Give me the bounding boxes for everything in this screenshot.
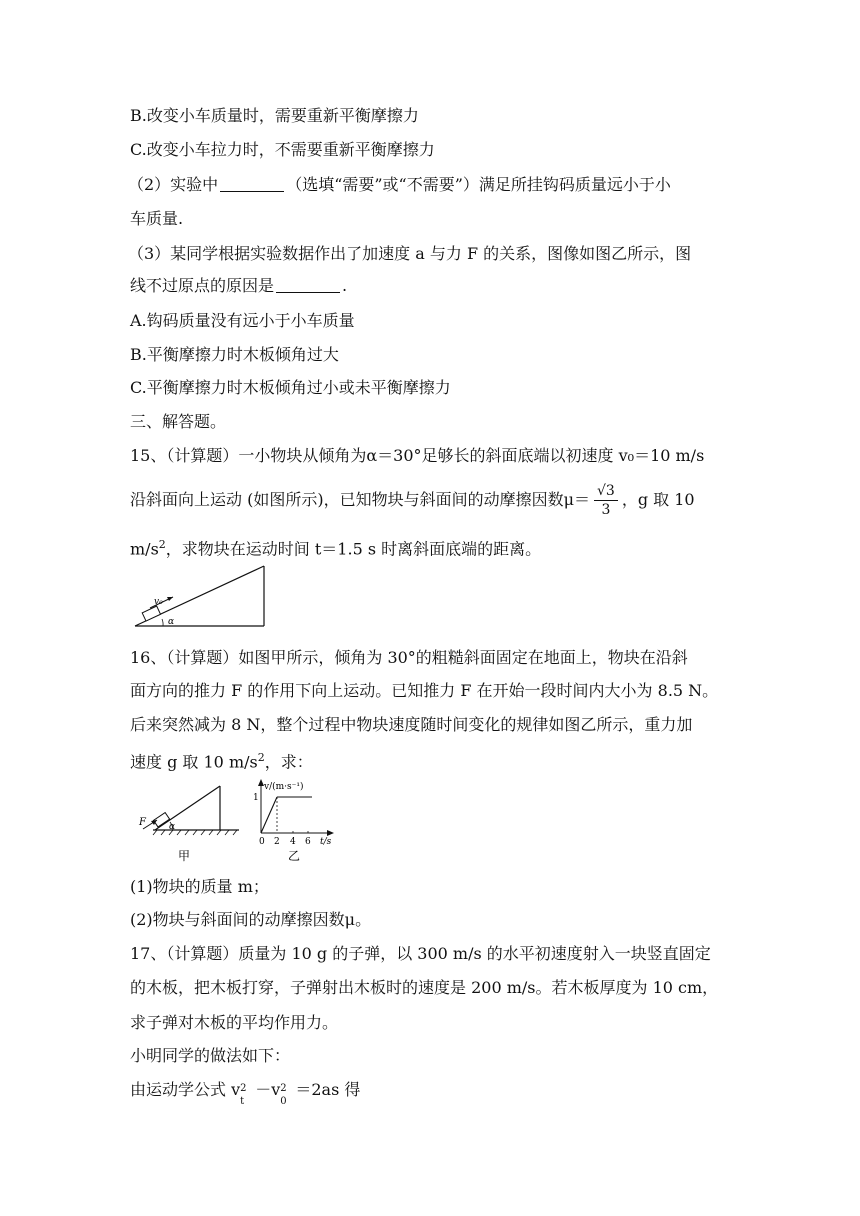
q16-line4-a: 速度 g 取 10 m/s: [130, 752, 258, 772]
q17-formula: [130, 1080, 361, 1107]
q15-line2-a: 沿斜面向上运动 (如图所示)，已知物块与斜面间的动摩擦因数μ＝: [130, 490, 590, 509]
q15-line2-b: ，g 取 10: [621, 490, 695, 509]
q15-line2: [130, 478, 695, 522]
q15-line1: 15、（计算题）一小物块从倾角为α＝30°足够长的斜面底端以初速度 v₀＝10 m/s: [130, 446, 705, 465]
x-tick-label-0: 0: [259, 837, 265, 847]
q17-line1: 17、（计算题）质量为 10 g 的子弹，以 300 m/s 的水平初速度射入一块竖直固定: [130, 944, 711, 963]
y-tick-label: 1: [253, 793, 259, 803]
formula-mid: －v: [250, 1080, 281, 1099]
x-tick-label-4: 4: [290, 837, 296, 847]
q15-line3-b: ，求物块在运动时间 t＝1.5 s 时离斜面底端的距离。: [165, 539, 542, 559]
x-axis-label: t/s: [320, 837, 332, 847]
fraction-denominator: 3: [601, 502, 611, 518]
v0-squared: [280, 1082, 290, 1107]
exponent: 2: [280, 1082, 287, 1094]
q14-part3-line1: （3）某同学根据实验数据作出了加速度 a 与力 F 的关系，图像如图乙所示，图: [128, 244, 692, 263]
block-shape: [142, 606, 160, 621]
formula-prefix: 由运动学公式 v: [130, 1080, 241, 1099]
fraction-numerator: √3: [594, 482, 618, 501]
q16-line4: [130, 748, 313, 772]
q14-part2-continued: 车质量.: [130, 209, 184, 228]
section-heading: 三、解答题。: [130, 412, 227, 431]
exponent: 2: [240, 1082, 247, 1094]
q14-part2-before: （2）实验中: [128, 175, 219, 194]
q17-line3: 求子弹对木板的平均作用力。: [130, 1013, 339, 1032]
q14-part3-option-a: A.钩码质量没有远小于小车质量: [130, 311, 355, 330]
q15-line3: [130, 535, 541, 559]
velocity-label: v₀: [154, 597, 163, 607]
subscript: t: [240, 1095, 245, 1107]
q16-line1: 16、（计算题）如图甲所示，倾角为 30°的粗糙斜面固定在地面上，物块在沿斜: [130, 648, 688, 667]
angle-label: α: [168, 617, 175, 627]
q16-sub2: (2)物块与斜面间的动摩擦因数μ。: [130, 910, 372, 929]
mu-fraction: [594, 482, 618, 519]
q14-part2-after: （选填“需要”或“不需要”）满足所挂钩码质量远小于小: [286, 175, 671, 194]
q17-line2: 的木板，把木板打穿，子弹射出木板时的速度是 200 m/s。若木板厚度为 10 cm，: [130, 978, 719, 997]
q14-part3-option-c: C.平衡摩擦力时木板倾角过小或未平衡摩擦力: [130, 378, 451, 397]
figure-jia-caption: 甲: [178, 849, 191, 863]
q16-sub1: (1)物块的质量 m；: [130, 877, 269, 896]
force-label: F: [139, 817, 146, 828]
q17-line4: 小明同学的做法如下：: [130, 1046, 291, 1065]
y-axis-label: v/(m·s⁻¹): [264, 782, 304, 792]
q16-line4-b: ，求：: [264, 752, 313, 772]
q14-part2: [128, 175, 671, 195]
x-tick-label-2: 2: [274, 837, 280, 847]
q15-unit: m/s: [130, 539, 159, 559]
subscript: 0: [280, 1095, 287, 1107]
q16-line3: 后来突然减为 8 N，整个过程中物块速度随时间变化的规律如图乙所示，重力加: [130, 715, 693, 734]
answer-blank: [276, 278, 340, 293]
q16-unit-exponent: 2: [257, 751, 265, 764]
figure-yi: [250, 776, 340, 868]
x-tick-label-6: 6: [305, 837, 311, 847]
q14-part3-before: 线不过原点的原因是: [130, 276, 275, 295]
formula-suffix: ＝2as 得: [290, 1080, 361, 1099]
incline-figure: [130, 562, 270, 632]
angle-label: α: [169, 822, 176, 832]
answer-blank: [220, 177, 284, 192]
ground-hatching: [153, 830, 237, 835]
q14-part3-option-b: B.平衡摩擦力时木板倾角过大: [130, 345, 339, 364]
block-shape: [154, 813, 170, 827]
q16-line2: 面方向的推力 F 的作用下向上运动。已知推力 F 在开始一段时间内大小为 8.5 N。: [130, 681, 719, 700]
vt-squared: [240, 1082, 250, 1107]
q14-option-c: C.改变小车拉力时，不需要重新平衡摩擦力: [130, 140, 435, 159]
figure-yi-caption: 乙: [288, 849, 301, 863]
q14-option-b: B.改变小车质量时，需要重新平衡摩擦力: [130, 106, 419, 125]
q15-unit-exponent: 2: [158, 538, 166, 551]
figure-jia: [135, 780, 245, 864]
q14-part3-after: .: [342, 276, 348, 295]
q14-part3-line2: [130, 276, 347, 296]
